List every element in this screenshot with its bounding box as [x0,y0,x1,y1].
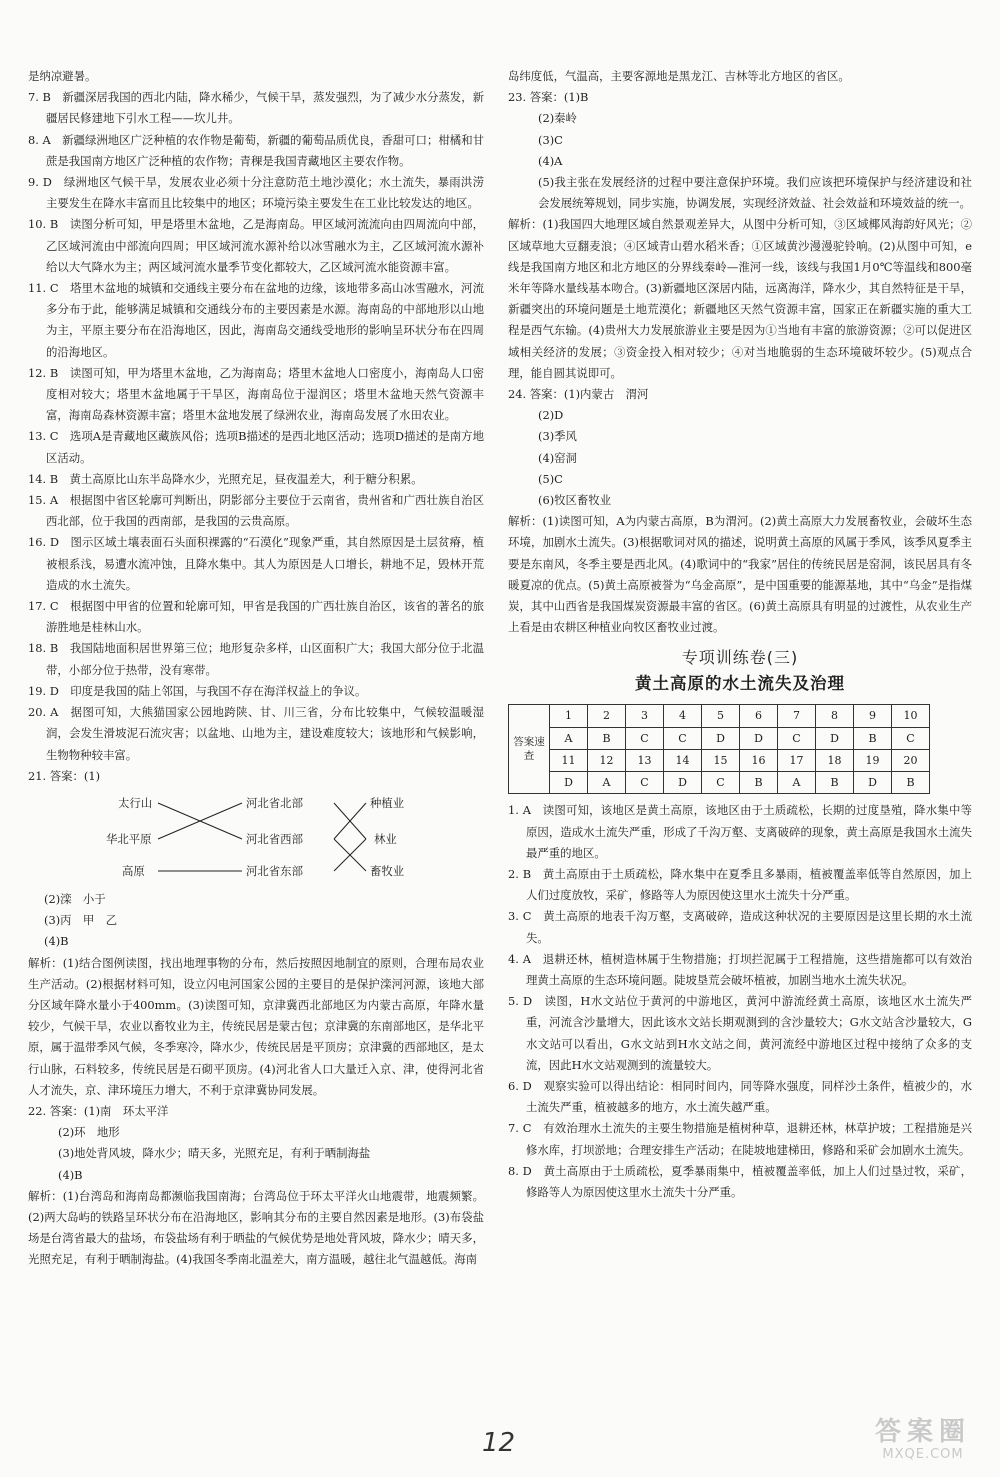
table-cell: C [702,772,740,794]
answer-sub: (4)B [58,1167,83,1182]
explanation-24: 解析：(1)读图可知，A为内蒙古高原，B为渭河。(2)黄土高原大力发展畜牧业，会破坏生态环境，加剧水土流失。(3)根据歌词对风的描述，说明黄土高原的风属于季风，该季风夏季主要是东南风，冬季主要是西北风。(4)歌词中的“我家”居住的传统民居是窑洞，该民居具有冬暖夏凉的优点。(5)黄土高原被誉为“乌金高原”，是中国重要的能源基地，其中“乌金”是指煤炭，其中山西省是我国煤炭资源最丰富的省区。(6)黄土高原具有明显的过渡性，从农业生产上看是由农耕区种植业向牧区畜牧业过渡。 [508,514,972,635]
table-cell: C [892,727,930,749]
table-cell: 20 [892,749,930,771]
diagram-middle-3: 河北省东部 [246,863,303,878]
answer-sub: (2)环 地形 [58,1125,120,1140]
watermark-logo [864,1417,982,1467]
table-cell: B [740,772,778,794]
explanation-22: 解析：(1)台湾岛和海南岛都濒临我国南海；台湾岛位于环太平洋火山地震带，地震频繁。(2)两大岛屿的铁路呈环状分布在沿海地区，影响其分布的主要自然因素是地形。(3)布袋盐场是台湾省最大的盐场，布袋盐场有利于晒盐的气候优势是地处背风坡，降水少；晴天多，光照充足，有利于晒制海盐。(4)我国冬季南北温差大，南方温暖，越往北气温越低。海南 [28,1188,484,1267]
table-label: 答案速查 [509,705,550,794]
table-cell: 14 [664,749,702,771]
table-cell: A [588,772,626,794]
left-column [28,66,484,1271]
answer-item-20: 20. A 据图可知，大熊猫国家公园地跨陕、甘、川三省，分布比较集中，气候较温暖湿润，会发生滑坡泥石流灾害；以盆地、山地为主，建设难度较大；该地形和气候影响，生物物种较丰富。 [28,705,484,762]
table-cell: C [626,727,664,749]
table-cell: D [550,772,588,794]
watermark-text: 答案圈 [874,1417,971,1447]
right-column [508,66,972,1203]
answer-sub: (2)D [538,408,564,423]
diagram-left-3: 高原 [122,863,145,878]
table-cell: 18 [816,749,854,771]
table-cell: B [854,727,892,749]
table-cell: D [664,772,702,794]
diagram-right-3: 畜牧业 [370,863,405,878]
answer-sub: (3)季风 [538,429,577,444]
table-cell: C [778,727,816,749]
diagram-left-1: 太行山 [118,795,153,810]
answer-sub: (4)B [44,934,69,949]
table-cell: 15 [702,749,740,771]
answer-item-24: 24. 答案：(1)内蒙古 渭河 [508,387,649,402]
answer-item-21: 21. 答案：(1) [28,768,101,783]
section-subtitle: 黄土高原的水土流失及治理 [635,674,845,694]
table-cell: D [854,772,892,794]
diagram-left-2: 华北平原 [106,831,152,846]
explanation-23: 解析：(1)我国四大地理区域自然景观差异大，从图中分析可知，③区域椰风海韵好风光；②区域草地大豆翻麦浪；④区域青山碧水稻米香；①区域黄沙漫漫驼铃响。(2)从图中可知，e线是我国南方地区和北方地区的分界线秦岭—淮河一线，该线与我国1月0℃等温线和800毫米年等降水量线基本吻合。(3)新疆地区深居内陆，远离海洋，降水少，其自然特征是干旱，新疆突出的环境问题是土地荒漠化；新疆地区天然气资源丰富，国家正在新疆实施的重大工程是西气东输。(4)贵州大力发展旅游业主要是因为①当地有丰富的旅游资源；②可以促进区域相关经济的发展；③资金投入相对较少；④对当地脆弱的生态环境破坏较少。(5)观点合理，能自圆其说即可。 [508,217,972,380]
table-cell: 4 [664,705,702,727]
table-cell: D [740,727,778,749]
diagram-middle-1: 河北省北部 [246,795,303,810]
table-cell: 9 [854,705,892,727]
table-cell: D [702,727,740,749]
table-cell: 1 [550,705,588,727]
table-cell: D [816,727,854,749]
table-cell: 12 [588,749,626,771]
answer-sub: (4)A [538,153,563,168]
answer-sub: (2)滦 小于 [44,891,106,906]
table-cell: 19 [854,749,892,771]
answer-item-10: 10. B 读图分析可知，甲是塔里木盆地，乙是海南岛。甲区域河流流向由四周流向中部，乙区域河流由中部流向四周；甲区域河流水源补给以冰雪融水为主，乙区域河流水源补给以大气降水为主；两区域河流水量季节变化都较大，乙区域河流水能资源丰富。 [28,217,484,274]
answer-quick-check-table [508,704,930,794]
answer-item-11: 11. C 塔里木盆地的城镇和交通线主要分布在盆地的边缘，该地带多高山冰雪融水，河流多分布于此，能够满足城镇和交通线分布的主要因素是水源。海南岛的中部地形以山地为主，平原主要分布在沿海地区，因此，海南岛交通线受地形的影响呈环状分布在四周的沿海地区。 [28,281,484,359]
table-cell: 7 [778,705,816,727]
table-cell: 8 [816,705,854,727]
table-cell: A [778,772,816,794]
table-cell: B [892,772,930,794]
table-cell: C [626,772,664,794]
answer-item-17: 17. C 根据图中甲省的位置和轮廓可知，甲省是我国的广西壮族自治区，该省的著名的旅游胜地是桂林山水。 [28,599,484,635]
answer-sub: (6)牧区畜牧业 [538,493,612,508]
table-cell: B [588,727,626,749]
explanation-21: 解析：(1)结合图例读图，找出地理事物的分布，然后按照因地制宜的原则，合理布局农业生产活动。(2)根据材料可知，设立闪电河国家公园的主要目的是保护滦河河源，该地大部分区域年降水量小于400mm。(3)读图可知，京津冀西北部地区为内蒙古高原，年降水量较少，气候干旱，农业以畜牧业为主，传统民居是蒙古包；京津冀的东南部地区，是华北平原，属于温带季风气候，冬季寒冷，降水少，传统民居是平顶房；京津冀的西部地区，是太行山脉，石料较多，传统民居是石砌平顶房。(4)河北省人口大量迁入京、津，使得河北省人才流失，京、津环境压力增大，不利于京津冀协同发展。 [28,955,484,1097]
answer-sub: (5)C [538,471,563,486]
diagram-right-2: 林业 [374,831,397,846]
answer-item-18: 18. B 我国陆地面积居世界第三位；地形复杂多样，山区面积广大；我国大部分位于北温带，小部分位于热带，没有寒带。 [28,641,484,677]
relation-diagram [28,789,484,885]
answer-item-14: 14. B 黄土高原比山东半岛降水少，光照充足，昼夜温差大，利于糖分积累。 [28,471,423,486]
answer-item-s1: 1. A 读图可知，该地区是黄土高原，该地区由于土质疏松，长期的过度垦殖，降水集中等原因，造成水土流失严重，形成了千沟万壑、支离破碎的现象，黄土高原是我国水土流失最严重的地区。 [508,803,972,860]
table-cell: 3 [626,705,664,727]
table-cell: B [816,772,854,794]
answer-item-s6: 6. D 观察实验可以得出结论：相同时间内，同等降水强度，同样沙土条件，植被少的，水土流失严重，植被越多的地方，水土流失越严重。 [508,1078,972,1115]
answer-sub: (4)窑洞 [538,450,577,465]
section-title: 专项训练卷(三) [681,648,799,668]
answer-item-s2: 2. B 黄土高原由于土质疏松，降水集中在夏季且多暴雨，植被覆盖率低等自然原因，加上人们过度放牧，采矿，修路等人为原因使这里水土流失十分严重。 [508,866,972,903]
answer-item-9: 9. D 绿洲地区气候干旱，发展农业必须十分注意防范土地沙漠化；水土流失，暴雨洪涝主要发生在降水丰富而且比较集中的地区；环境污染主要发生在工业比较发达的地区。 [28,175,484,211]
answer-item-16: 16. D 图示区域土壤表面石头面积裸露的“石漠化”现象严重，其自然原因是土层贫瘠，植被根系浅，易遭水流冲蚀，且降水集中。其人为原因是人口增长，耕地不足，毁林开荒造成的水土流失。 [28,535,484,592]
diagram-middle-2: 河北省西部 [246,831,303,846]
answer-item-13: 13. C 选项A是青藏地区藏族风俗；选项B描述的是西北地区活动；选项D描述的是南方地区活动。 [28,429,484,465]
table-cell: 11 [550,749,588,771]
table-cell: 13 [626,749,664,771]
text-line: 岛纬度低，气温高，主要客源地是黑龙江、吉林等北方地区的省区。 [508,69,850,83]
answer-item-8: 8. A 新疆绿洲地区广泛种植的农作物是葡萄，新疆的葡萄品质优良，香甜可口；柑橘和甘蔗是我国南方地区广泛种植的农作物；青稞是我国青藏地区主要农作物。 [28,132,484,168]
answer-sub: (3)C [538,132,563,147]
answer-sub: (3)丙 甲 乙 [44,913,118,928]
table-cell: A [550,727,588,749]
answer-item-15: 15. A 根据图中省区轮廓可判断出，阴影部分主要位于云南省，贵州省和广西壮族自治区西北部，位于我国的西南部，是我国的云贵高原。 [28,493,484,529]
answer-sub: (5)我主张在发展经济的过程中要注意保护环境。我们应该把环境保护与经济建设和社会发展统筹规划，同步实施，协调发展，实现经济效益、社会效益和环境效益的统一。 [538,175,972,211]
answer-item-12: 12. B 读图可知，甲为塔里木盆地，乙为海南岛；塔里木盆地人口密度小，海南岛人口密度相对较大；塔里木盆地属于干旱区，海南岛位于湿润区；塔里木盆地天然气资源丰富，海南岛森林资源丰富；塔里木盆地发展了绿洲农业，海南岛发展了水田农业。 [28,365,484,423]
answer-item-s7: 7. C 有效治理水土流失的主要生物措施是植树种草，退耕还林，林草护坡；工程措施是兴修水库，打坝淤地；合理安排生产活动；在陡坡地建梯田，修路和采矿会加剧水土流失。 [508,1121,972,1157]
text-line: 是纳凉避暑。 [28,69,97,83]
answer-item-7: 7. B 新疆深居我国的西北内陆，降水稀少，气候干旱，蒸发强烈，为了减少水分蒸发，新疆居民修建地下引水工程——坎儿井。 [28,90,484,126]
answer-item-s5: 5. D 读图，H水文站位于黄河的中游地区，黄河中游流经黄土高原，该地区水土流失严重，河流含沙量增大，因此该水文站长期观测到的含沙量较大；G水文站含沙量较大，G水文站可以看出，G水文站到H水文站之间，黄河流经中游地区过程中接纳了众多的支流，因此H水文站观测到的流量较大。 [508,994,972,1072]
diagram-right-1: 种植业 [370,795,405,810]
table-cell: 17 [778,749,816,771]
answer-item-22: 22. 答案：(1)南 环太平洋 [28,1103,169,1118]
page-number: 12 [482,1428,516,1458]
table-cell: 6 [740,705,778,727]
table-cell: 10 [892,705,930,727]
answer-item-s4: 4. A 退耕还林，植树造林属于生物措施；打坝拦泥属于工程措施，这些措施都可以有效治理黄土高原的生态环境问题。陡坡垦荒会破坏植被，加剧当地水土流失状况。 [508,951,972,987]
answer-item-19: 19. D 印度是我国的陆上邻国，与我国不存在海洋权益上的争议。 [28,683,367,698]
table-cell: C [664,727,702,749]
answer-item-23: 23. 答案：(1)B [508,90,589,105]
table-cell: 16 [740,749,778,771]
table-cell: 5 [702,705,740,727]
table-cell: 2 [588,705,626,727]
answer-item-s3: 3. C 黄土高原的地表千沟万壑，支离破碎，造成这种状况的主要原因是这里长期的水土流失。 [508,909,972,945]
answer-sub: (3)地处背风坡，降水少；晴天多，光照充足，有利于晒制海盐 [58,1146,371,1161]
answer-item-s8: 8. D 黄土高原由于土质疏松，夏季暴雨集中，植被覆盖率低，加上人们过垦过牧，采矿，修路等人为原因使这里水土流失十分严重。 [508,1163,972,1199]
answer-sub: (2)秦岭 [538,111,577,126]
watermark-url: MXQE.COM [882,1447,964,1462]
